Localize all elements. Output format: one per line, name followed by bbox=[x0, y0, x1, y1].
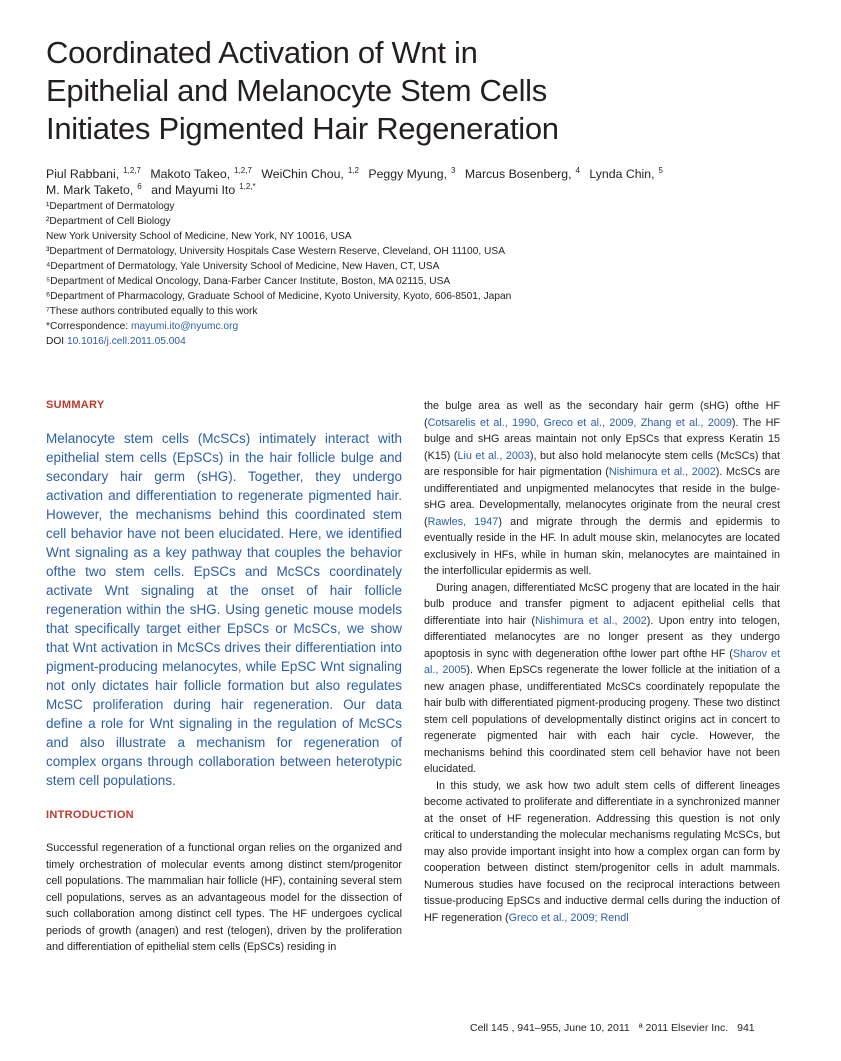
citation-link[interactable]: Nishimura et al., 2002 bbox=[534, 614, 647, 627]
summary-heading: SUMMARY bbox=[46, 399, 105, 411]
page-footer bbox=[470, 1022, 761, 1034]
doi bbox=[46, 334, 806, 349]
affiliation: ³Department of Dermatology, University Hospitals Case Western Reserve, Cleveland, OH 11100, USA bbox=[46, 246, 505, 257]
citation-link[interactable]: Liu et al., 2003 bbox=[457, 449, 530, 462]
affiliation: ⁷These authors contributed equally to this work bbox=[46, 306, 258, 317]
affiliation: ²Department of Cell Biology bbox=[46, 216, 171, 227]
affiliation: ¹Department of Dermatology bbox=[46, 201, 175, 212]
page-number: 941 bbox=[737, 1022, 755, 1034]
citation-link[interactable]: Nishimura et al., 2002 bbox=[608, 466, 716, 478]
body-paragraph-2: During anagen, differentiated McSC progeny that are located in the hair bulb produce and transfer pigment to adjacent epithelial cells that differentiate into hair (Nishimura et al., 2002). Upon entry into telogen, differentiated melanocytes are no longer present as they undergo apoptosis in sync with degeneration ofthe lower part ofthe HF (Sharov et al., 2005). When EpSCs regenerate the lower follicle at the initiation of a new anagen phase, undifferentiated McSCs coordinately repopulate the hair bulb with differentiated pigment-producing progeny. These two distinct stem cell populations of developmentally distinct origins act in concert to regenerate pigmented hair with each hair cycle. However, the mechanisms behind this coordinated stem cell behavior have not been elucidated. bbox=[424, 581, 781, 775]
introduction-heading: INTRODUCTION bbox=[46, 809, 134, 821]
affiliation: ⁶Department of Pharmacology, Graduate School of Medicine, Kyoto University, Kyoto, 606-8501, Japan bbox=[46, 291, 512, 302]
author: WeiChin Chou, $^{1,2}$ bbox=[261, 166, 359, 181]
body-paragraph-3: In this study, we ask how two adult stem cells of different lineages become activated to proliferate and differentiate in a synchronized manner at the onset of HF regeneration. Addressing this question is not only critical to understanding the molecular mechanisms regulating McSCs, but may also provide important insight into how a complex organ can form by cooperation between distinct stem/progenitor cells in adult mammals. Numerous studies have focused on the reciprocal interactions between tissue-producing EpSCs and inductive dermal cells during the induction of HF regeneration (Greco et al., 2009; Rendl bbox=[424, 779, 780, 924]
citation-link[interactable]: Sharov et al., 2005 bbox=[424, 647, 780, 676]
title-line-2: Epithelial and Melanocyte Stem Cells bbox=[46, 73, 547, 108]
affiliation: New York University School of Medicine, New York, NY 10016, USA bbox=[46, 231, 352, 242]
correspondence-label: *Correspondence: bbox=[46, 321, 129, 332]
author: Makoto Takeo, $^{1,2,7}$ bbox=[150, 166, 252, 181]
article-title bbox=[46, 34, 786, 148]
author: Peggy Myung, $^3$ bbox=[368, 166, 456, 181]
title-line-1: Coordinated Activation of Wnt in bbox=[46, 35, 478, 70]
affiliation: ⁵Department of Medical Oncology, Dana-Farber Cancer Institute, Boston, MA 02115, USA bbox=[46, 276, 451, 287]
introduction-paragraph: Successful regeneration of a functional organ relies on the organized and timely orchestration of molecular events among distinct stem/progenitor cell populations. The mammalian hair follicle (HF), containing several stem cell populations, serves as an advantageous model for the dissection of such collaboration among distinct cell types. The HF undergoes cyclical periods of growth (anagen) and rest (telogen), driven by the proliferation and differentiation of epithelial stem cells (EpSCs) residing in bbox=[46, 842, 402, 953]
title-line-3: Initiates Pigmented Hair Regeneration bbox=[46, 111, 559, 146]
doi-label: DOI bbox=[46, 336, 65, 347]
affiliations bbox=[46, 199, 806, 349]
journal-citation: Cell 145 , 941–955, June 10, 2011 bbox=[470, 1022, 630, 1034]
affiliation: ⁴Department of Dermatology, Yale University School of Medicine, New Haven, CT, USA bbox=[46, 261, 440, 272]
citation-link[interactable]: Greco et al., 2009; Rendl bbox=[508, 911, 629, 924]
right-column bbox=[424, 398, 780, 926]
citation-link[interactable]: Rawles, 1947 bbox=[427, 515, 499, 528]
author: Marcus Bosenberg, $^4$ bbox=[464, 166, 580, 181]
author: Piul Rabbani, $^{1,2,7}$ bbox=[46, 166, 141, 181]
correspondence-email-link[interactable]: mayumi.ito@nyumc.org bbox=[130, 321, 239, 332]
body-paragraph-1: the bulge area as well as the secondary hair germ (sHG) ofthe HF (Cotsarelis et al., 1990, Greco et al., 2009, Zhang et al., 2009). The HF bulge and sHG areas maintain not only EpSCs that express Keratin 15 (K15) (Liu et al., 2003), but also hold melanocyte stem cells (McSCs) that are responsible for hair pigmentation (Nishimura et al., 2002). McSCs are undifferentiated and unpigmented melanocytes that reside in the bulge-sHG area. Developmentally, melanocytes originate from the neural crest (Rawles, 1947) and migrate through the dermis and epidermis to eventually reside in the HF. In adult mouse skin, melanocytes are located exclusively in HFs, while in human skin, melanocytes are maintained in the interfollicular epidermis as well. bbox=[424, 400, 780, 577]
author: M. Mark Taketo, $^6$ bbox=[46, 182, 142, 197]
doi-link[interactable]: 10.1016/j.cell.2011.05.004 bbox=[66, 336, 186, 347]
copyright: ª 2011 Elsevier Inc. bbox=[638, 1022, 729, 1034]
author-list bbox=[46, 166, 806, 198]
citation-link[interactable]: Cotsarelis et al., 1990, Greco et al., 2009, Zhang et al., 2009 bbox=[427, 416, 732, 429]
correspondence bbox=[46, 319, 806, 334]
author: Lynda Chin, $^5$ bbox=[589, 166, 663, 181]
summary-text: Melanocyte stem cells (McSCs) intimately interact with epithelial stem cells (EpSCs) in the hair follicle bulge and secondary hair germ (sHG). Together, they undergo activation and differentiation to regenerate pigmented hair. However, the mechanisms behind this coordinated stem cell behavior have not been elucidated. Here, we identified Wnt signaling as a key pathway that couples the behavior ofthe two stem cells. EpSCs and McSCs coordinately activate Wnt signaling at the onset of hair follicle regeneration within the sHG. Using genetic mouse models that specifically target either EpSCs or McSCs, we show that Wnt activation in McSCs drives their differentiation into pigment-producing melanocytes, while EpSC Wnt signaling not only dictates hair follicle formation but also regulates McSC proliferation during hair regeneration. Our data define a role for Wnt signaling in the regulation of McSCs and also illustrate a mechanism for regeneration of complex organs through collaboration between heterotypic stem cell populations. bbox=[46, 431, 402, 788]
author: and Mayumi Ito $^{1,2,*}$ bbox=[151, 182, 256, 197]
left-column bbox=[46, 398, 402, 956]
